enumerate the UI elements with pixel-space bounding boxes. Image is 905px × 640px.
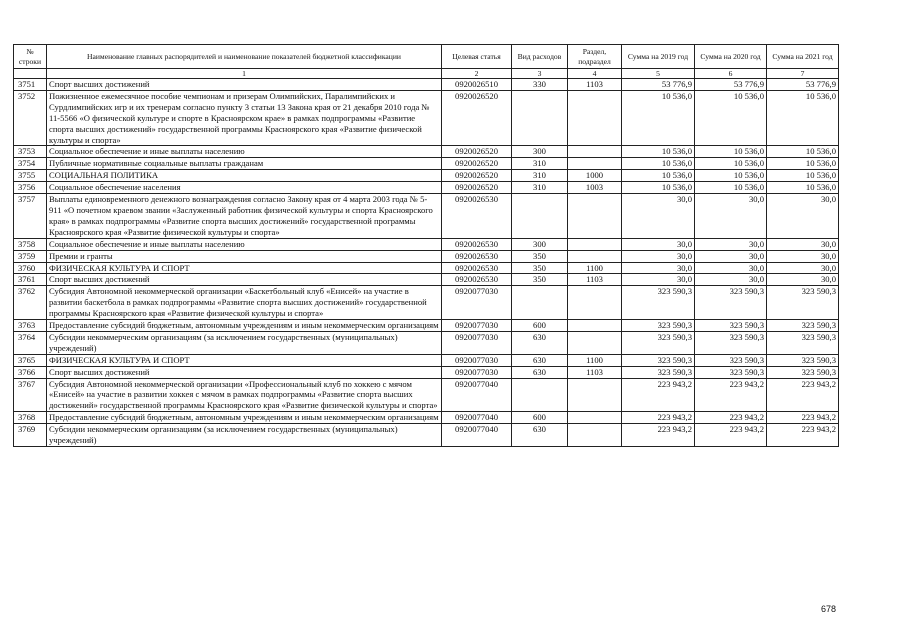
row-section-cell xyxy=(568,194,622,239)
row-expense-type-cell: 300 xyxy=(512,146,568,158)
row-name-cell: Субсидия Автономной некоммерческой организации «Профессиональный клуб по хоккею с мячом «Енисей» на участие в развитии хоккея с мячом в рамках подпрограммы «Развитие спорта высших достижений» государственной программы Красноярского края «Развитие физической культуры и спорта» xyxy=(47,378,442,412)
row-section-cell xyxy=(568,90,622,146)
row-number-cell: 3754 xyxy=(14,158,47,170)
row-sum-2021-cell: 10 536,0 xyxy=(767,170,839,182)
row-sum-2021-cell: 323 590,3 xyxy=(767,331,839,354)
table-row xyxy=(14,182,839,194)
page-number: 678 xyxy=(821,604,837,614)
row-sum-2020-cell: 10 536,0 xyxy=(695,90,767,146)
row-number-cell: 3767 xyxy=(14,378,47,412)
row-sum-2020-cell: 30,0 xyxy=(695,238,767,250)
row-section-cell xyxy=(568,412,622,424)
row-section-cell xyxy=(568,158,622,170)
column-number: 3 xyxy=(512,69,568,79)
table-row xyxy=(14,238,839,250)
column-number: 7 xyxy=(767,69,839,79)
table-body xyxy=(14,79,839,447)
row-number-cell: 3760 xyxy=(14,262,47,274)
row-section-cell: 1003 xyxy=(568,182,622,194)
row-sum-2021-cell: 10 536,0 xyxy=(767,182,839,194)
row-name-cell: Пожизненное ежемесячное пособие чемпионам и призерам Олимпийских, Паралимпийских и Сурдлимпийских игр и их тренерам согласно пункту 3 статьи 13 Закона края от 21 декабря 2010 года № 11-5566 «О физической культуре и спорте в Красноярском крае» в рамках подпрограммы «Развитие спорта высших достижений» государственной программы Красноярского края «Развитие физической культуры и спорта» xyxy=(47,90,442,146)
row-section-cell: 1103 xyxy=(568,366,622,378)
row-sum-2020-cell: 323 590,3 xyxy=(695,286,767,320)
row-sum-2021-cell: 223 943,2 xyxy=(767,424,839,447)
header-row-number: № строки xyxy=(14,45,47,69)
table-row xyxy=(14,79,839,91)
row-sum-2021-cell: 10 536,0 xyxy=(767,146,839,158)
row-number-cell: 3756 xyxy=(14,182,47,194)
row-name-cell: Субсидии некоммерческим организациям (за исключением государственных (муниципальных) учреждений) xyxy=(47,424,442,447)
row-sum-2021-cell: 323 590,3 xyxy=(767,286,839,320)
row-name-cell: СОЦИАЛЬНАЯ ПОЛИТИКА xyxy=(47,170,442,182)
row-sum-2021-cell: 30,0 xyxy=(767,274,839,286)
column-number: 5 xyxy=(622,69,695,79)
table-header-row xyxy=(14,45,839,69)
row-target-article-cell: 0920026520 xyxy=(442,182,512,194)
row-sum-2019-cell: 323 590,3 xyxy=(622,286,695,320)
row-expense-type-cell: 630 xyxy=(512,424,568,447)
row-number-cell: 3763 xyxy=(14,320,47,332)
row-target-article-cell: 0920077040 xyxy=(442,424,512,447)
row-target-article-cell: 0920026530 xyxy=(442,194,512,239)
column-number: 4 xyxy=(568,69,622,79)
row-name-cell: Спорт высших достижений xyxy=(47,366,442,378)
row-section-cell xyxy=(568,320,622,332)
row-section-cell: 1100 xyxy=(568,354,622,366)
row-sum-2021-cell: 30,0 xyxy=(767,238,839,250)
row-name-cell: Спорт высших достижений xyxy=(47,274,442,286)
table-row xyxy=(14,331,839,354)
row-number-cell: 3768 xyxy=(14,412,47,424)
row-section-cell xyxy=(568,378,622,412)
row-number-cell: 3757 xyxy=(14,194,47,239)
row-target-article-cell: 0920077030 xyxy=(442,354,512,366)
row-sum-2020-cell: 323 590,3 xyxy=(695,354,767,366)
row-section-cell xyxy=(568,286,622,320)
budget-table-sheet xyxy=(13,44,838,447)
row-target-article-cell: 0920077040 xyxy=(442,412,512,424)
row-number-cell: 3752 xyxy=(14,90,47,146)
row-sum-2019-cell: 323 590,3 xyxy=(622,331,695,354)
row-name-cell: Премии и гранты xyxy=(47,250,442,262)
row-number-cell: 3759 xyxy=(14,250,47,262)
row-section-cell xyxy=(568,331,622,354)
row-sum-2019-cell: 323 590,3 xyxy=(622,320,695,332)
row-sum-2021-cell: 323 590,3 xyxy=(767,366,839,378)
row-sum-2019-cell: 10 536,0 xyxy=(622,182,695,194)
header-sum-2020: Сумма на 2020 год xyxy=(695,45,767,69)
row-target-article-cell: 0920026530 xyxy=(442,250,512,262)
row-sum-2020-cell: 10 536,0 xyxy=(695,158,767,170)
row-name-cell: Субсидии некоммерческим организациям (за исключением государственных (муниципальных) учреждений) xyxy=(47,331,442,354)
row-target-article-cell: 0920077040 xyxy=(442,378,512,412)
row-sum-2019-cell: 30,0 xyxy=(622,262,695,274)
budget-table xyxy=(13,44,839,447)
row-section-cell xyxy=(568,238,622,250)
header-expense-type: Вид расходов xyxy=(512,45,568,69)
row-name-cell: Спорт высших достижений xyxy=(47,79,442,91)
row-name-cell: Социальное обеспечение населения xyxy=(47,182,442,194)
row-number-cell: 3753 xyxy=(14,146,47,158)
row-name-cell: Предоставление субсидий бюджетным, автономным учреждениям и иным некоммерческим организациям xyxy=(47,320,442,332)
table-row xyxy=(14,320,839,332)
row-number-cell: 3761 xyxy=(14,274,47,286)
row-section-cell: 1100 xyxy=(568,262,622,274)
row-target-article-cell: 0920026520 xyxy=(442,146,512,158)
column-number: 1 xyxy=(47,69,442,79)
row-expense-type-cell: 310 xyxy=(512,170,568,182)
row-sum-2019-cell: 10 536,0 xyxy=(622,90,695,146)
row-sum-2019-cell: 223 943,2 xyxy=(622,378,695,412)
row-sum-2020-cell: 323 590,3 xyxy=(695,331,767,354)
column-number xyxy=(14,69,47,79)
table-row xyxy=(14,412,839,424)
row-expense-type-cell: 350 xyxy=(512,262,568,274)
row-target-article-cell: 0920077030 xyxy=(442,331,512,354)
row-number-cell: 3765 xyxy=(14,354,47,366)
row-sum-2019-cell: 323 590,3 xyxy=(622,366,695,378)
row-sum-2021-cell: 30,0 xyxy=(767,262,839,274)
row-expense-type-cell: 600 xyxy=(512,320,568,332)
row-expense-type-cell xyxy=(512,90,568,146)
row-sum-2021-cell: 323 590,3 xyxy=(767,320,839,332)
row-number-cell: 3762 xyxy=(14,286,47,320)
row-number-cell: 3751 xyxy=(14,79,47,91)
row-expense-type-cell: 300 xyxy=(512,238,568,250)
row-name-cell: Предоставление субсидий бюджетным, автономным учреждениям и иным некоммерческим организациям xyxy=(47,412,442,424)
row-sum-2019-cell: 53 776,9 xyxy=(622,79,695,91)
row-sum-2019-cell: 10 536,0 xyxy=(622,146,695,158)
table-row xyxy=(14,158,839,170)
row-sum-2021-cell: 223 943,2 xyxy=(767,412,839,424)
row-sum-2020-cell: 10 536,0 xyxy=(695,182,767,194)
row-expense-type-cell: 600 xyxy=(512,412,568,424)
row-number-cell: 3769 xyxy=(14,424,47,447)
row-expense-type-cell xyxy=(512,378,568,412)
header-sum-2021: Сумма на 2021 год xyxy=(767,45,839,69)
row-sum-2020-cell: 30,0 xyxy=(695,274,767,286)
row-sum-2020-cell: 223 943,2 xyxy=(695,424,767,447)
row-section-cell: 1103 xyxy=(568,274,622,286)
row-target-article-cell: 0920077030 xyxy=(442,366,512,378)
column-number-row xyxy=(14,69,839,79)
row-target-article-cell: 0920026520 xyxy=(442,90,512,146)
row-sum-2021-cell: 30,0 xyxy=(767,250,839,262)
row-expense-type-cell: 310 xyxy=(512,158,568,170)
row-target-article-cell: 0920026530 xyxy=(442,262,512,274)
column-number: 2 xyxy=(442,69,512,79)
row-target-article-cell: 0920026530 xyxy=(442,274,512,286)
table-row xyxy=(14,262,839,274)
row-sum-2021-cell: 10 536,0 xyxy=(767,90,839,146)
row-sum-2019-cell: 30,0 xyxy=(622,194,695,239)
row-target-article-cell: 0920077030 xyxy=(442,320,512,332)
row-sum-2020-cell: 223 943,2 xyxy=(695,378,767,412)
header-name: Наименование главных распорядителей и наименование показателей бюджетной классификации xyxy=(47,45,442,69)
header-sum-2019: Сумма на 2019 год xyxy=(622,45,695,69)
table-row xyxy=(14,274,839,286)
row-expense-type-cell xyxy=(512,194,568,239)
row-sum-2020-cell: 10 536,0 xyxy=(695,146,767,158)
row-sum-2020-cell: 53 776,9 xyxy=(695,79,767,91)
row-sum-2019-cell: 223 943,2 xyxy=(622,424,695,447)
row-expense-type-cell: 630 xyxy=(512,354,568,366)
column-number: 6 xyxy=(695,69,767,79)
row-sum-2020-cell: 323 590,3 xyxy=(695,366,767,378)
table-row xyxy=(14,146,839,158)
row-name-cell: Субсидия Автономной некоммерческой организации «Баскетбольный клуб «Енисей» на участие в развитии баскетбола в рамках подпрограммы «Развитие спорта высших достижений» государственной программы Красноярского края «Развитие физической культуры и спорта» xyxy=(47,286,442,320)
row-sum-2019-cell: 323 590,3 xyxy=(622,354,695,366)
row-sum-2021-cell: 10 536,0 xyxy=(767,158,839,170)
row-sum-2021-cell: 223 943,2 xyxy=(767,378,839,412)
row-expense-type-cell: 350 xyxy=(512,274,568,286)
table-row xyxy=(14,90,839,146)
row-expense-type-cell xyxy=(512,286,568,320)
row-number-cell: 3766 xyxy=(14,366,47,378)
row-number-cell: 3758 xyxy=(14,238,47,250)
row-sum-2019-cell: 30,0 xyxy=(622,274,695,286)
row-sum-2021-cell: 323 590,3 xyxy=(767,354,839,366)
row-number-cell: 3755 xyxy=(14,170,47,182)
table-row xyxy=(14,354,839,366)
row-name-cell: ФИЗИЧЕСКАЯ КУЛЬТУРА И СПОРТ xyxy=(47,354,442,366)
row-sum-2021-cell: 30,0 xyxy=(767,194,839,239)
row-target-article-cell: 0920026520 xyxy=(442,158,512,170)
row-target-article-cell: 0920026520 xyxy=(442,170,512,182)
header-target-article: Целевая статья xyxy=(442,45,512,69)
row-number-cell: 3764 xyxy=(14,331,47,354)
table-row xyxy=(14,250,839,262)
table-row xyxy=(14,378,839,412)
table-row xyxy=(14,424,839,447)
row-section-cell xyxy=(568,250,622,262)
table-row xyxy=(14,194,839,239)
row-sum-2019-cell: 30,0 xyxy=(622,238,695,250)
row-name-cell: Социальное обеспечение и иные выплаты населению xyxy=(47,238,442,250)
table-row xyxy=(14,170,839,182)
row-sum-2019-cell: 223 943,2 xyxy=(622,412,695,424)
row-sum-2019-cell: 30,0 xyxy=(622,250,695,262)
row-name-cell: ФИЗИЧЕСКАЯ КУЛЬТУРА И СПОРТ xyxy=(47,262,442,274)
row-sum-2020-cell: 323 590,3 xyxy=(695,320,767,332)
table-row xyxy=(14,286,839,320)
row-sum-2021-cell: 53 776,9 xyxy=(767,79,839,91)
table-row xyxy=(14,366,839,378)
row-expense-type-cell: 630 xyxy=(512,331,568,354)
row-section-cell xyxy=(568,424,622,447)
row-sum-2020-cell: 10 536,0 xyxy=(695,170,767,182)
row-sum-2020-cell: 30,0 xyxy=(695,250,767,262)
row-name-cell: Выплаты единовременного денежного вознаграждения согласно Закону края от 4 марта 2003 года № 5-911 «О почетном краевом звании «Заслуженный работник физической культуры и спорта Красноярского края» в рамках подпрограммы «Развитие спорта высших достижений» государственной программы Красноярского края «Развитие физической культуры и спорта» xyxy=(47,194,442,239)
row-target-article-cell: 0920026530 xyxy=(442,238,512,250)
row-section-cell: 1103 xyxy=(568,79,622,91)
row-target-article-cell: 0920077030 xyxy=(442,286,512,320)
row-sum-2020-cell: 223 943,2 xyxy=(695,412,767,424)
row-section-cell xyxy=(568,146,622,158)
row-sum-2019-cell: 10 536,0 xyxy=(622,170,695,182)
row-name-cell: Публичные нормативные социальные выплаты гражданам xyxy=(47,158,442,170)
row-expense-type-cell: 330 xyxy=(512,79,568,91)
row-sum-2020-cell: 30,0 xyxy=(695,262,767,274)
row-expense-type-cell: 350 xyxy=(512,250,568,262)
row-expense-type-cell: 630 xyxy=(512,366,568,378)
row-expense-type-cell: 310 xyxy=(512,182,568,194)
row-target-article-cell: 0920026510 xyxy=(442,79,512,91)
row-name-cell: Социальное обеспечение и иные выплаты населению xyxy=(47,146,442,158)
header-section: Раздел, подраздел xyxy=(568,45,622,69)
row-sum-2019-cell: 10 536,0 xyxy=(622,158,695,170)
row-section-cell: 1000 xyxy=(568,170,622,182)
row-sum-2020-cell: 30,0 xyxy=(695,194,767,239)
